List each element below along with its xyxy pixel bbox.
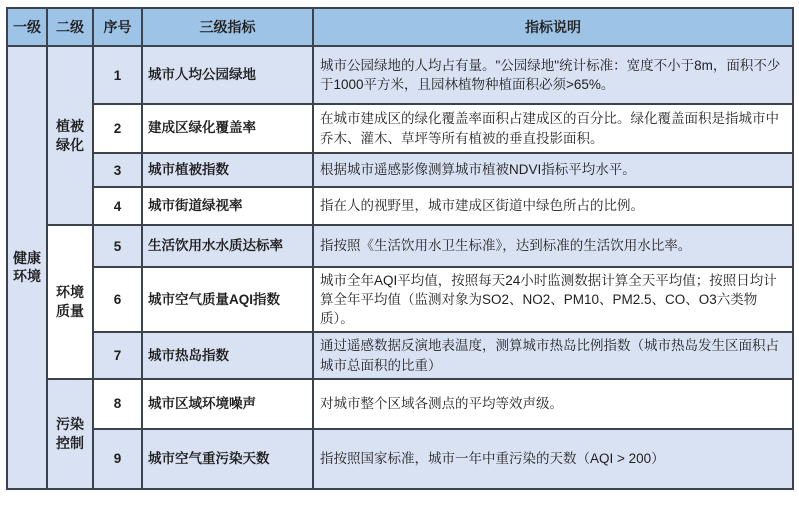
indicator-name: 城市街道绿视率: [142, 187, 313, 225]
row-number: 6: [93, 267, 142, 332]
table-row: [7, 187, 793, 225]
indicator-description: 城市全年AQI平均值，按照每天24小时监测数据计算全天平均值；按照日均计算全年平均值（监测对象为SO2、NO2、PM10、PM2.5、CO、O3六类物质）。: [313, 267, 793, 332]
indicator-name: 城市区域环境噪声: [142, 379, 313, 429]
row-number: 2: [93, 104, 142, 153]
table-row: [7, 225, 793, 267]
level2-cell-pollution-control: 污染控制: [47, 379, 93, 489]
indicator-description: 城市公园绿地的人均占有量。"公园绿地"统计标准：宽度不小于8m，面积不少于1000平方米，且园林植物种植面积必须>65%。: [313, 46, 793, 104]
indicator-description: 通过遥感数据反演地表温度，测算城市热岛比例指数（城市热岛发生区面积占城市总面积的比重）: [313, 332, 793, 378]
header-level1: 一级: [7, 8, 47, 46]
indicator-table: [6, 7, 794, 490]
indicator-description: 指在人的视野里，城市建成区街道中绿色所占的比例。: [313, 187, 793, 225]
row-number: 5: [93, 225, 142, 267]
header-level2: 二级: [47, 8, 93, 46]
indicator-name: 城市植被指数: [142, 153, 313, 187]
row-number: 8: [93, 379, 142, 429]
row-number: 1: [93, 46, 142, 104]
indicator-name: 城市空气质量AQI指数: [142, 267, 313, 332]
header-level3-indicator: 三级指标: [142, 8, 313, 46]
indicator-name: 建成区绿化覆盖率: [142, 104, 313, 153]
table-row: [7, 153, 793, 187]
indicator-description: 指按照国家标准，城市一年中重污染的天数（AQI > 200）: [313, 429, 793, 489]
indicator-description: 指按照《生活饮用水卫生标准》，达到标准的生活饮用水比率。: [313, 225, 793, 267]
indicator-description: 根据城市遥感影像测算城市植被NDVI指标平均水平。: [313, 153, 793, 187]
row-number: 3: [93, 153, 142, 187]
indicator-name: 城市空气重污染天数: [142, 429, 313, 489]
header-row: [7, 8, 793, 46]
level2-cell-environmental-quality: 环境质量: [47, 225, 93, 379]
level1-cell: 健康环境: [7, 46, 47, 489]
row-number: 4: [93, 187, 142, 225]
header-serial: 序号: [93, 8, 142, 46]
level2-cell-vegetation-greening: 植被绿化: [47, 46, 93, 225]
indicator-description: 在城市建成区的绿化覆盖率面积占建成区的百分比。绿化覆盖面积是指城市中乔木、灌木、草坪等所有植被的垂直投影面积。: [313, 104, 793, 153]
header-indicator-description: 指标说明: [313, 8, 793, 46]
table-row: [7, 379, 793, 429]
row-number: 7: [93, 332, 142, 378]
indicator-name: 生活饮用水水质达标率: [142, 225, 313, 267]
table-row: [7, 267, 793, 332]
table-row: [7, 332, 793, 378]
row-number: 9: [93, 429, 142, 489]
table-row: [7, 429, 793, 489]
indicator-name: 城市热岛指数: [142, 332, 313, 378]
table-row: [7, 46, 793, 104]
table-row: [7, 104, 793, 153]
indicator-description: 对城市整个区域各测点的平均等效声级。: [313, 379, 793, 429]
indicator-name: 城市人均公园绿地: [142, 46, 313, 104]
